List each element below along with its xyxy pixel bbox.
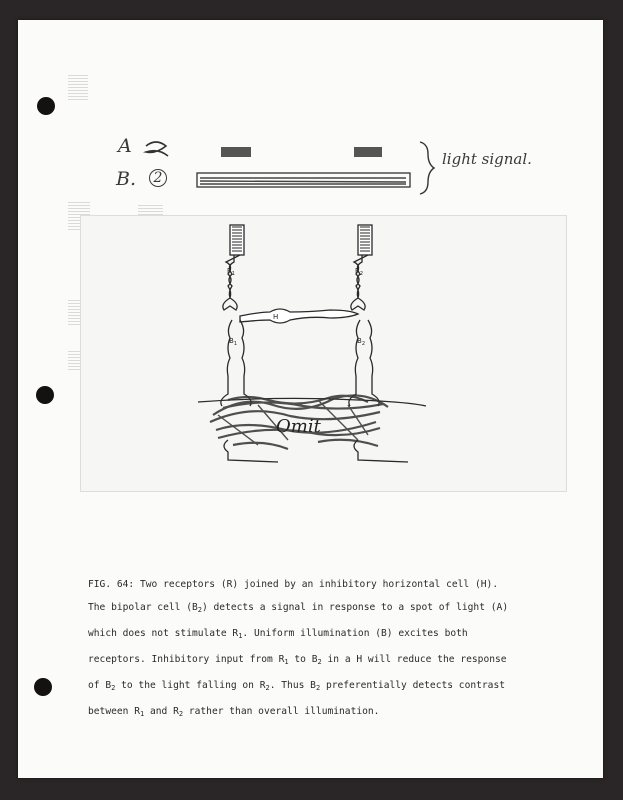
caption-line-6: between $R_1$ and $R_2$ rather than overall illumination. bbox=[88, 706, 380, 718]
bipolar-1-label: $B_1$ bbox=[229, 337, 237, 347]
figure-caption bbox=[88, 573, 558, 726]
bipolar-2-label: $B_2$ bbox=[357, 337, 365, 347]
horizontal-cell-label: H bbox=[273, 313, 279, 321]
bipolar-1 bbox=[221, 320, 251, 406]
crossed-out-mark bbox=[146, 142, 168, 156]
caption-line-4: receptors. Inhibitory input from $R_1$ to $B_2$ in a H will reduce the response bbox=[88, 654, 507, 666]
caption-line-1: FIG. 64: Two receptors (R) joined by an inhibitory horizontal cell (H). bbox=[88, 579, 499, 590]
receptor-2-body bbox=[351, 255, 368, 310]
bipolar-2 bbox=[349, 320, 379, 406]
brace-icon bbox=[420, 142, 434, 194]
caption-line-2: The bipolar cell $(B_2)$ detects a signal in response to a spot of light (A) bbox=[88, 602, 509, 614]
receptor-2-outer-segment bbox=[358, 225, 372, 255]
spot-of-light-right bbox=[354, 147, 382, 157]
light-signal-annotation: light signal. bbox=[442, 150, 532, 168]
document-page bbox=[18, 20, 603, 778]
caption-line-5: of $B_2$ to the light falling on $R_2$. Thus $B_2$ preferentially detects contrast bbox=[88, 680, 506, 692]
receptor-1-outer-segment bbox=[230, 225, 244, 255]
label-b: B. bbox=[116, 168, 137, 190]
receptor-1-body bbox=[223, 255, 240, 310]
label-a: A bbox=[118, 135, 132, 157]
receptor-1-label: $R_1$ bbox=[227, 267, 236, 277]
spot-of-light-left bbox=[221, 147, 251, 157]
horizontal-cell bbox=[240, 309, 358, 323]
uniform-illumination-bar bbox=[197, 173, 410, 187]
illumination-shading bbox=[200, 178, 406, 184]
omit-annotation: Omit bbox=[276, 416, 321, 437]
label-b-circled-number: 2 bbox=[149, 169, 167, 187]
receptor-2-label: $R_2$ bbox=[355, 267, 364, 277]
caption-line-3: which does not stimulate $R_1$. Uniform illumination (B) excites both bbox=[88, 628, 468, 640]
